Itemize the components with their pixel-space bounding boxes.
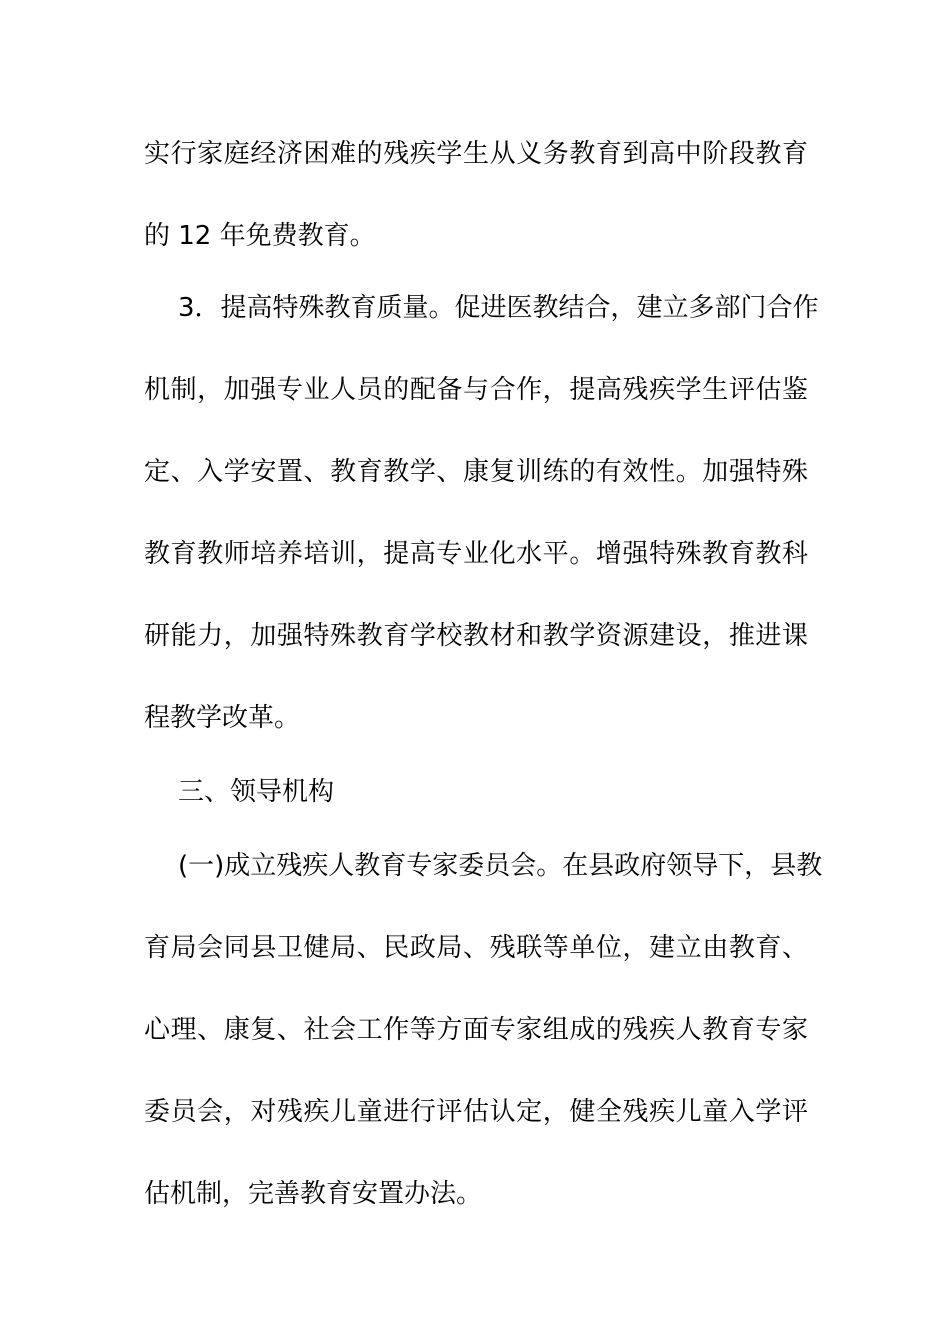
text-line-6: 教育教师培养培训，提高专业化水平。增强特殊教育教科 <box>144 539 808 569</box>
text-line-13: 委员会，对残疾儿童进行评估认定，健全残疾儿童入学评 <box>144 1097 808 1127</box>
text-line-2: 的 12 年免费教育。 <box>144 221 376 251</box>
text-line-5: 定、入学安置、教育教学、康复训练的有效性。加强特殊 <box>144 457 808 487</box>
text-line-10: (一)成立残疾人教育专家委员会。在县政府领导下，县教 <box>178 851 823 881</box>
text-line-8: 程教学改革。 <box>144 703 301 733</box>
section-heading: 三、领导机构 <box>178 777 335 807</box>
text-line-4: 机制，加强专业人员的配备与合作，提高残疾学生评估鉴 <box>144 375 808 405</box>
text-line-7: 研能力，加强特殊教育学校教材和教学资源建设，推进课 <box>144 621 808 651</box>
text-line-1: 实行家庭经济困难的残疾学生从义务教育到高中阶段教育 <box>144 139 808 169</box>
text-line-12: 心理、康复、社会工作等方面专家组成的残疾人教育专家 <box>144 1015 808 1045</box>
text-line-14: 估机制，完善教育安置办法。 <box>144 1179 483 1209</box>
text-line-3: 3．提高特殊教育质量。促进医教结合，建立多部门合作 <box>178 293 819 323</box>
text-line-11: 育局会同县卫健局、民政局、残联等单位，建立由教育、 <box>144 933 808 963</box>
